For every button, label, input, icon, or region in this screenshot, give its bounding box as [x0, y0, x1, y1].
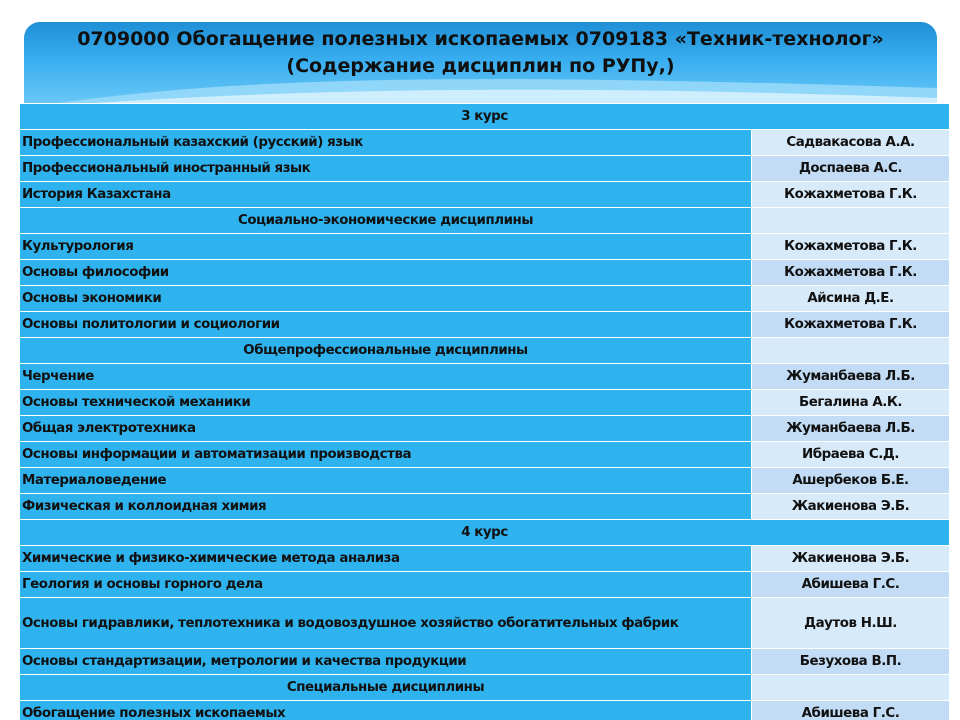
title-banner: [24, 22, 937, 108]
year-header-row: [20, 104, 950, 130]
section-header-row: [20, 338, 950, 364]
subject-cell: Профессиональный казахский (русский) язык: [20, 130, 752, 156]
section-empty-cell: [752, 675, 950, 701]
section-label: Специальные дисциплины: [20, 675, 752, 701]
curriculum-table-body: [20, 104, 950, 720]
teacher-cell: Безухова В.П.: [752, 649, 950, 675]
table-row: [20, 546, 950, 572]
subject-cell: Черчение: [20, 364, 752, 390]
year-label: 4 курс: [20, 520, 950, 546]
teacher-cell: Кожахметова Г.К.: [752, 260, 950, 286]
table-row: [20, 234, 950, 260]
teacher-cell: Кожахметова Г.К.: [752, 234, 950, 260]
teacher-cell: Садвакасова А.А.: [752, 130, 950, 156]
table-row: [20, 701, 950, 720]
page-subtitle: (Содержание дисциплин по РУПу,): [286, 55, 675, 77]
table-row: [20, 182, 950, 208]
subject-cell: Материаловедение: [20, 468, 752, 494]
teacher-cell: Кожахметова Г.К.: [752, 312, 950, 338]
table-row: [20, 364, 950, 390]
teacher-cell: Кожахметова Г.К.: [752, 182, 950, 208]
subject-cell: История Казахстана: [20, 182, 752, 208]
subject-cell: Основы гидравлики, теплотехника и водовоздушное хозяйство обогатительных фабрик: [20, 598, 752, 649]
table-row: [20, 494, 950, 520]
teacher-cell: Жуманбаева Л.Б.: [752, 416, 950, 442]
teacher-cell: Айсина Д.Е.: [752, 286, 950, 312]
subject-cell: Физическая и коллоидная химия: [20, 494, 752, 520]
subject-cell: Основы экономики: [20, 286, 752, 312]
subject-cell: Химические и физико-химические метода анализа: [20, 546, 752, 572]
section-header-row: [20, 208, 950, 234]
table-row: [20, 442, 950, 468]
subject-cell: Обогащение полезных ископаемых: [20, 701, 752, 720]
curriculum-table: [19, 103, 950, 720]
subject-cell: Основы технической механики: [20, 390, 752, 416]
section-header-row: [20, 675, 950, 701]
table-row: [20, 416, 950, 442]
table-row: [20, 156, 950, 182]
subject-cell: Основы философии: [20, 260, 752, 286]
subject-cell: Основы информации и автоматизации производства: [20, 442, 752, 468]
year-label: 3 курс: [20, 104, 950, 130]
year-header-row: [20, 520, 950, 546]
table-row: [20, 260, 950, 286]
teacher-cell: Жакиенова Э.Б.: [752, 546, 950, 572]
subject-cell: Геология и основы горного дела: [20, 572, 752, 598]
teacher-cell: Абишева Г.С.: [752, 701, 950, 720]
table-row: [20, 390, 950, 416]
table-row: [20, 649, 950, 675]
teacher-cell: Абишева Г.С.: [752, 572, 950, 598]
subject-cell: Основы стандартизации, метрологии и качества продукции: [20, 649, 752, 675]
table-row: [20, 286, 950, 312]
teacher-cell: Ибраева С.Д.: [752, 442, 950, 468]
teacher-cell: Даутов Н.Ш.: [752, 598, 950, 649]
table-row: [20, 572, 950, 598]
table-row: [20, 130, 950, 156]
subject-cell: Профессиональный иностранный язык: [20, 156, 752, 182]
table-row: [20, 312, 950, 338]
page-title: 0709000 Обогащение полезных ископаемых 0709183 «Техник-технолог»: [77, 28, 884, 50]
teacher-cell: Бегалина А.К.: [752, 390, 950, 416]
subject-cell: Общая электротехника: [20, 416, 752, 442]
teacher-cell: Жакиенова Э.Б.: [752, 494, 950, 520]
subject-cell: Культурология: [20, 234, 752, 260]
teacher-cell: Ашербеков Б.Е.: [752, 468, 950, 494]
section-label: Общепрофессиональные дисциплины: [20, 338, 752, 364]
teacher-cell: Жуманбаева Л.Б.: [752, 364, 950, 390]
section-empty-cell: [752, 208, 950, 234]
subject-cell: Основы политологии и социологии: [20, 312, 752, 338]
table-row: [20, 598, 950, 649]
table-row: [20, 468, 950, 494]
teacher-cell: Доспаева А.С.: [752, 156, 950, 182]
section-empty-cell: [752, 338, 950, 364]
section-label: Социально-экономические дисциплины: [20, 208, 752, 234]
